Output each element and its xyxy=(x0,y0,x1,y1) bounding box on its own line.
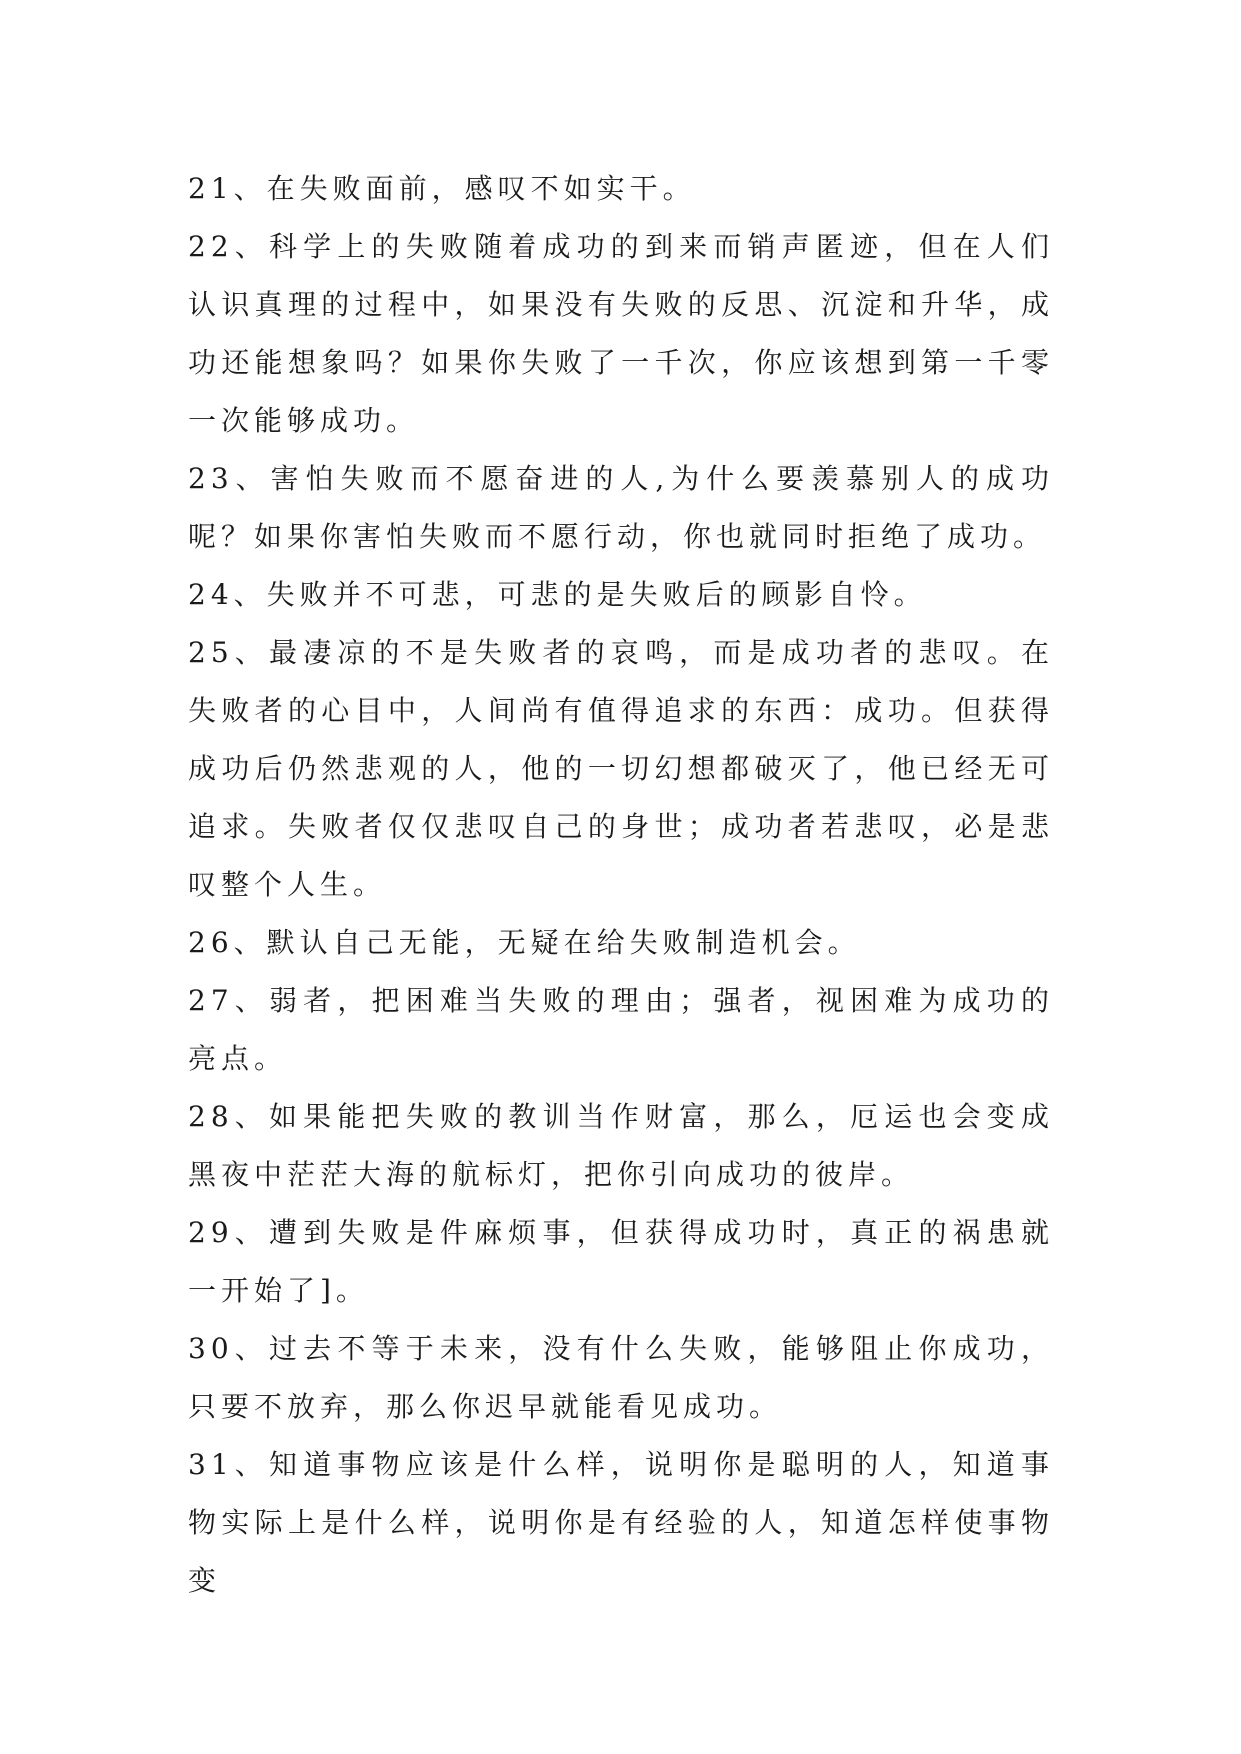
paragraph-31: 31、知道事物应该是什么样，说明你是聪明的人，知道事物实际上是什么样，说明你是有经验的人，知道怎样使事物变 xyxy=(188,1448,1054,1597)
paragraph-29: 29、遭到失败是件麻烦事，但获得成功时，真正的祸患就一开始了]。 xyxy=(188,1216,1054,1307)
paragraph-22: 22、科学上的失败随着成功的到来而销声匿迹，但在人们认识真理的过程中，如果没有失败的反思、沉淀和升华，成功还能想象吗？如果你失败了一千次，你应该想到第一千零一次能够成功。 xyxy=(188,230,1054,437)
paragraph-27: 27、弱者，把困难当失败的理由；强者，视困难为成功的亮点。 xyxy=(188,984,1054,1075)
paragraph-21: 21、在失败面前，感叹不如实干。 xyxy=(188,172,696,205)
document-body xyxy=(188,160,1054,1610)
paragraph-30: 30、过去不等于未来，没有什么失败，能够阻止你成功，只要不放弃，那么你迟早就能看见成功。 xyxy=(188,1332,1054,1423)
paragraph-23: 23、害怕失败而不愿奋进的人,为什么要羡慕别人的成功呢？如果你害怕失败而不愿行动，你也就同时拒绝了成功。 xyxy=(188,462,1054,553)
paragraph-24: 24、失败并不可悲，可悲的是失败后的顾影自怜。 xyxy=(188,578,927,611)
paragraph-28: 28、如果能把失败的教训当作财富，那么，厄运也会变成黑夜中茫茫大海的航标灯，把你引向成功的彼岸。 xyxy=(188,1100,1054,1191)
paragraph-26: 26、默认自己无能，无疑在给失败制造机会。 xyxy=(188,926,861,959)
paragraph-25: 25、最凄凉的不是失败者的哀鸣，而是成功者的悲叹。在失败者的心目中，人间尚有值得追求的东西：成功。但获得成功后仍然悲观的人，他的一切幻想都破灭了，他已经无可追求。失败者仅仅悲叹自己的身世；成功者若悲叹，必是悲叹整个人生。 xyxy=(188,636,1054,901)
